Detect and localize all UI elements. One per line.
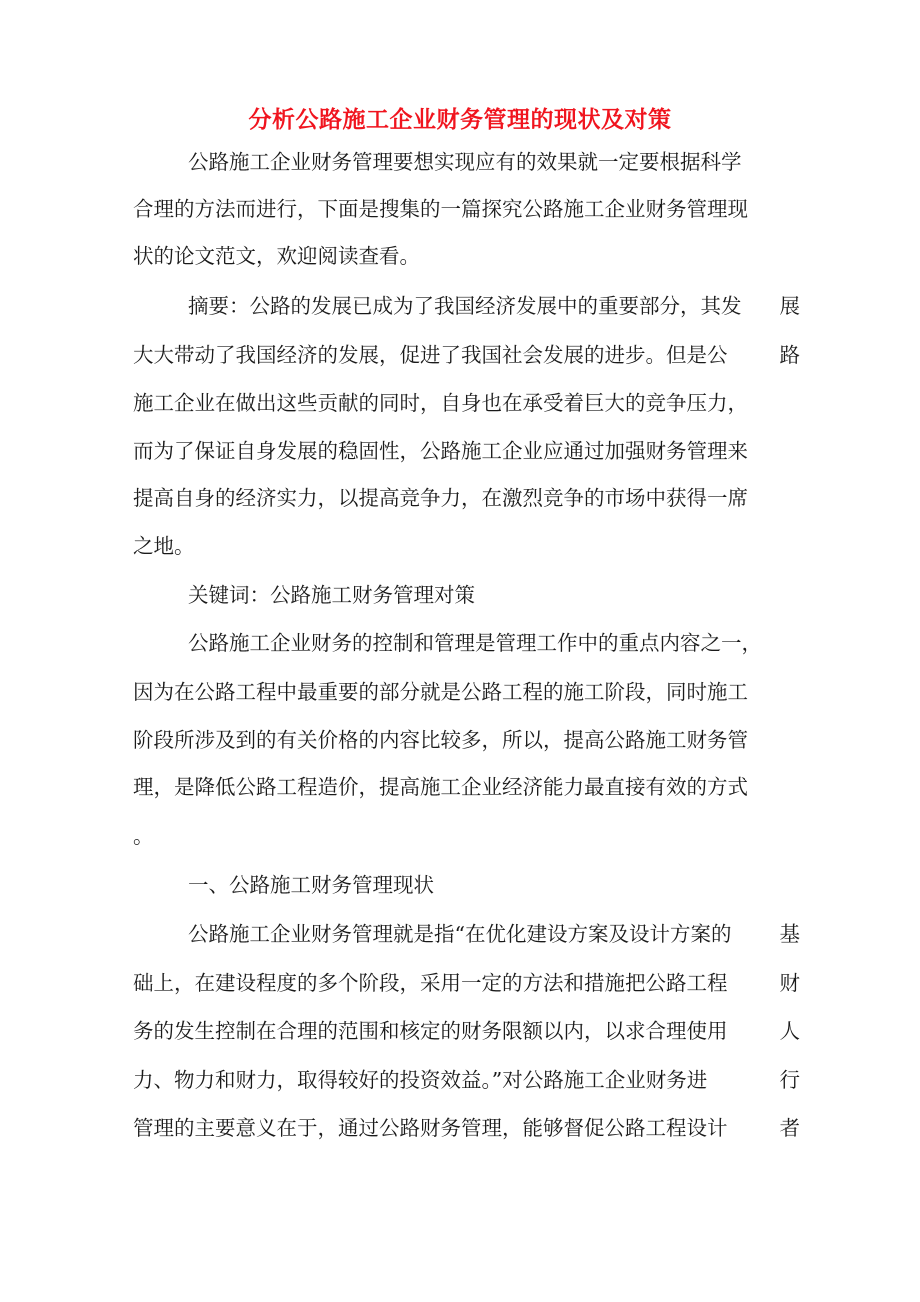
line-text: 施工企业在做出这些贡献的同时，自身也在承受着巨大的竞争压力，: [133, 391, 748, 415]
line-text: 。: [133, 824, 154, 848]
line-tail-text: 基: [779, 922, 800, 946]
line-text: 摘要：公路的发展已成为了我国经济发展中的重要部分，其发: [188, 294, 742, 318]
paragraph-line: [133, 293, 800, 319]
paragraph-line: [133, 390, 800, 416]
line-text: 管理的主要意义在于，通过公路财务管理，能够督促公路工程设计: [133, 1116, 728, 1140]
line-tail-text: 财: [779, 971, 800, 995]
document-title: 分析公路施工企业财务管理的现状及对策: [248, 107, 672, 133]
paragraph-line: [133, 243, 800, 269]
paragraph-line: [133, 149, 800, 175]
paragraph-line: [133, 630, 800, 656]
line-text: 而为了保证自身发展的稳固性，公路施工企业应通过加强财务管理来: [133, 439, 748, 463]
line-text: 关键词：公路施工财务管理对策: [188, 583, 475, 607]
line-tail-text: 展: [779, 294, 800, 318]
paragraph-line: [133, 727, 800, 753]
paragraph-line: [133, 1067, 800, 1093]
paragraph-line: [133, 438, 800, 464]
paragraph-line: [133, 679, 800, 705]
line-tail-text: 人: [779, 1019, 800, 1043]
paragraph-line: [133, 823, 800, 849]
line-text: 公路施工企业财务管理要想实现应有的效果就一定要根据科学: [188, 150, 742, 174]
paragraph-line: [133, 582, 800, 608]
paragraph-line: [133, 1115, 800, 1141]
line-text: 务的发生控制在合理的范围和核定的财务限额以内，以求合理使用: [133, 1019, 728, 1043]
line-tail-text: 者: [779, 1116, 800, 1140]
line-text: 提高自身的经济实力，以提高竞争力，在激烈竞争的市场中获得一席: [133, 486, 748, 510]
line-text: 合理的方法而进行，下面是搜集的一篇探究公路施工企业财务管理现: [133, 197, 748, 221]
line-text: 阶段所涉及到的有关价格的内容比较多，所以，提高公路施工财务管: [133, 728, 748, 752]
line-text: 状的论文范文，欢迎阅读查看。: [133, 244, 420, 268]
line-text: 础上，在建设程度的多个阶段，采用一定的方法和措施把公路工程: [133, 971, 728, 995]
paragraph-line: [133, 970, 800, 996]
paragraph-line: [133, 1018, 800, 1044]
line-text: 之地。: [133, 534, 195, 558]
line-tail-text: 路: [779, 343, 800, 367]
line-text: 大大带动了我国经济的发展，促进了我国社会发展的进步。但是公: [133, 343, 728, 367]
paragraph-line: [133, 196, 800, 222]
line-text: 力、物力和财力，取得较好的投资效益。”对公路施工企业财务进: [133, 1068, 708, 1092]
paragraph-line: [133, 774, 800, 800]
line-tail-text: 行: [779, 1068, 800, 1092]
paragraph-line: [133, 485, 800, 511]
line-text: 公路施工企业财务的控制和管理是管理工作中的重点内容之一，: [188, 631, 762, 655]
paragraph-line: [133, 872, 800, 898]
paragraph-line: [133, 533, 800, 559]
line-text: 一、公路施工财务管理现状: [188, 873, 434, 897]
line-text: 公路施工企业财务管理就是指“在优化建设方案及设计方案的: [188, 922, 732, 946]
line-text: 理，是降低公路工程造价，提高施工企业经济能力最直接有效的方式: [133, 775, 748, 799]
paragraph-line: [133, 921, 800, 947]
line-text: 因为在公路工程中最重要的部分就是公路工程的施工阶段，同时施工: [133, 680, 748, 704]
paragraph-line: [133, 342, 800, 368]
